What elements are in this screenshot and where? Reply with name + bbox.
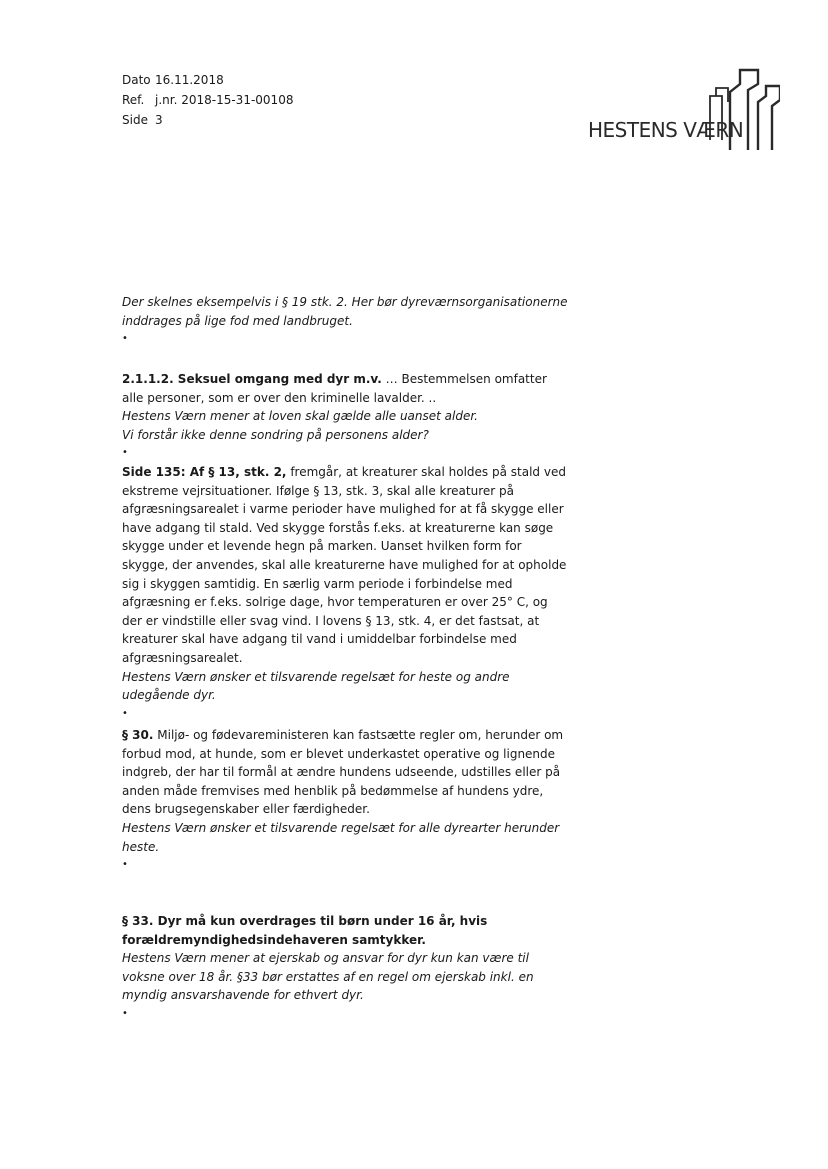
date-row xyxy=(122,70,293,90)
paragraph-4 xyxy=(122,726,570,875)
horse-heads-logo-icon xyxy=(700,62,780,154)
section-heading: § 33. Dyr må kun overdrages til børn under 16 år, hvis forældremyndighedsindehaveren samtykker. xyxy=(122,914,488,947)
section-text xyxy=(122,370,570,407)
section-text xyxy=(122,726,570,819)
section-heading: § 30. xyxy=(122,728,154,742)
date-label: Dato xyxy=(122,73,151,87)
comment-text: Vi forstår ikke denne sondring på personens alder? xyxy=(122,427,429,442)
ref-label: Ref. xyxy=(122,93,145,107)
bullet: • xyxy=(122,707,128,719)
ref-value: j.nr. 2018-15-31-00108 xyxy=(155,93,294,107)
page-label: Side xyxy=(122,113,148,127)
logo-text: HESTENS VÆRN xyxy=(588,118,744,142)
bullet: • xyxy=(122,1007,128,1019)
section-heading: Side 135: Af § 13, stk. 2, xyxy=(122,464,287,479)
paragraph-2 xyxy=(122,370,570,723)
section-body: fremgår, at kreaturer skal holdes på stald ved ekstreme vejrsituationer. Ifølge § 13, stk. 3, skal alle kreaturer på afgræsningsarealet i varme perioder have mulighed for at få skygge eller have adgang til stald. Ved skygge forstås f.eks. at kreaturerne kan søge skygge under et levende hegn på marken. Uanset hvilken form for skygge, der anvendes, skal alle kreaturerne have mulighed for at opholde sig i skyggen samtidig. En særlig varm periode i forbindelse med afgræsning er f.eks. solrige dage, hvor temperaturen er over 25° C, og der er vindstille eller svag vind. I lovens § 13, stk. 4, er det fastsat, at kreaturer skal have adgang til vand i umiddelbar forbindelse med afgræsningsarealet. xyxy=(122,464,567,665)
section-text xyxy=(122,463,570,668)
bullet: • xyxy=(122,333,128,345)
section-body: Miljø- og fødevareministeren kan fastsætte regler om, herunder om forbud mod, at hunde, som er blevet underkastet operative og lignende indgreb, der har til formål at ændre hundens udseende, udstilles eller på anden måde fremvises med henblik på bedømmelse af hundens ydre, dens brugsegenskaber eller færdigheder. xyxy=(122,728,564,817)
date-value: 16.11.2018 xyxy=(155,73,224,87)
comment-text: Hestens Værn ønsker et tilsvarende regelsæt for heste og andre udegående dyr. xyxy=(122,669,510,703)
comment-text: Hestens Værn ønsker et tilsvarende regelsæt for alle dyrearter herunder heste. xyxy=(122,820,560,854)
paragraph-5 xyxy=(122,912,570,1024)
bullet: • xyxy=(122,447,128,459)
comment-text: Hestens Værn mener at ejerskab og ansvar for dyr kun kan være til voksne over 18 år. §33 bør erstattes af en regel om ejerskab inkl. en myndig ansvarshavende for ethvert dyr. xyxy=(122,951,534,1003)
comment-text: Der skelnes eksempelvis i § 19 stk. 2. Her bør dyreværnsorganisationerne inddrages på lige fod med landbruget. xyxy=(122,295,568,328)
section-heading: 2.1.1.2. Seksuel omgang med dyr m.v. xyxy=(122,372,382,386)
page-value: 3 xyxy=(155,113,163,127)
bullet: • xyxy=(122,859,128,871)
hestens-vaern-logo xyxy=(588,62,780,154)
page-row xyxy=(122,110,293,130)
paragraph-1 xyxy=(122,293,570,349)
letter-meta xyxy=(122,70,293,130)
section-body: … Bestemmelsen omfatter alle personer, som er over den kriminelle lavalder. .. xyxy=(122,372,547,405)
ref-row xyxy=(122,90,293,110)
comment-text: Hestens Værn mener at loven skal gælde alle uanset alder. xyxy=(122,409,478,424)
